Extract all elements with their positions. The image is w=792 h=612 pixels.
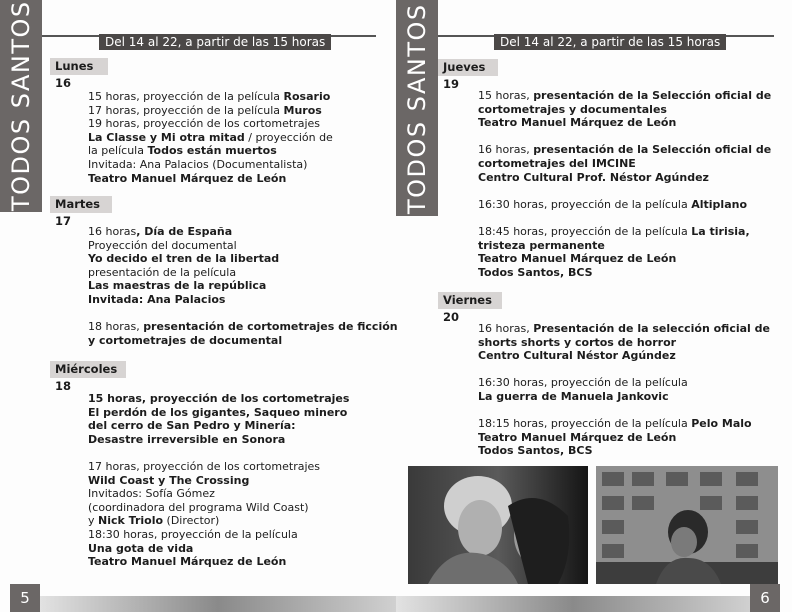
schedule-text: presentación de la película — [88, 265, 237, 279]
schedule-bold-text: cortometrajes y documentales — [478, 102, 667, 116]
vertical-title: TODOS SANTOS — [403, 3, 431, 215]
schedule-line — [478, 143, 771, 157]
page-number: 6 — [750, 584, 780, 612]
schedule-line — [88, 487, 349, 501]
schedule-line — [478, 211, 771, 225]
footer-bar — [396, 596, 750, 612]
day-header-jueves: Jueves 19 — [438, 59, 498, 76]
schedule-line — [88, 104, 333, 118]
schedule-bold-text: , Día de España — [136, 225, 233, 238]
schedule-text: 16:30 horas, proyección de la película — [478, 376, 688, 390]
vertical-title-bar — [0, 0, 42, 212]
vertical-title-bar — [396, 0, 438, 216]
schedule-line — [88, 555, 349, 569]
schedule-text: 17 horas, proyección de la película — [88, 103, 284, 117]
schedule-line — [478, 376, 770, 390]
schedule-bold-text: Teatro Manuel Márquez de León — [478, 252, 677, 266]
schedule-bold-text: Todos Santos, BCS — [478, 444, 593, 458]
schedule-text: la película — [88, 144, 148, 158]
schedule-line — [478, 431, 770, 445]
schedule-bold-text: Altiplano — [691, 197, 748, 211]
schedule-line — [478, 417, 770, 431]
schedule-text: Invitada: Ana Palacios (Documentalista) — [88, 157, 308, 171]
schedule-text: (Director) — [163, 514, 220, 528]
schedule-bold-text: Invitada: Ana Palacios — [88, 292, 226, 306]
schedule-line — [478, 225, 771, 239]
day-header-viernes: Viernes 20 — [438, 292, 502, 309]
film-still-photo-women — [408, 466, 588, 584]
schedule-text: 16 horas, — [478, 322, 534, 335]
schedule-text: 18:30 horas, proyección de la película — [88, 527, 298, 541]
film-still-image — [408, 466, 588, 584]
schedule-line — [88, 158, 333, 172]
schedule-line — [88, 279, 398, 293]
schedule-line — [478, 252, 771, 266]
day-block-miercoles — [88, 392, 349, 569]
schedule-line — [88, 419, 349, 433]
schedule-line — [88, 392, 349, 406]
day-block-jueves — [478, 89, 771, 279]
schedule-text: 18:15 horas, proyección de la película — [478, 417, 692, 431]
schedule-bold-text: La Classe y Mi otra mitad — [88, 130, 245, 144]
schedule-bold-text: Rosario — [283, 90, 331, 103]
schedule-text: 15 horas, proyección de la película — [88, 90, 284, 103]
schedule-line — [478, 198, 771, 212]
schedule-bold-text: presentación de la Selección oficial de — [533, 143, 772, 157]
schedule-bold-text: Muros — [283, 103, 322, 117]
schedule-bold-text: Una gota de vida — [88, 541, 194, 555]
schedule-bold-text: Centro Cultural Néstor Agúndez — [478, 349, 676, 363]
schedule-line — [478, 130, 771, 144]
schedule-line — [478, 157, 771, 171]
schedule-bold-text: Yo decido el tren de la libertad — [88, 252, 280, 266]
schedule-text: y — [88, 514, 99, 528]
schedule-text: 17 horas, proyección de los cortometrajes — [88, 459, 321, 473]
schedule-bold-text: Todos están muertos — [147, 144, 277, 158]
schedule-line — [478, 444, 770, 458]
schedule-line — [478, 404, 770, 418]
day-header-miercoles: Miércoles 18 — [50, 361, 126, 378]
schedule-line — [478, 116, 771, 130]
schedule-bold-text: Todos Santos, BCS — [478, 265, 593, 279]
schedule-bold-text: Teatro Manuel Márquez de León — [478, 116, 677, 130]
schedule-line — [478, 103, 771, 117]
schedule-bold-text: Nick Triolo — [98, 514, 164, 528]
schedule-text: / proyección de — [244, 130, 333, 144]
date-banner: Del 14 al 22, a partir de las 15 horas — [494, 34, 726, 50]
schedule-text: 16 horas, — [478, 143, 534, 157]
schedule-bold-text: Desastre irreversible en Sonora — [88, 432, 286, 446]
schedule-line — [88, 90, 333, 104]
schedule-line — [88, 446, 349, 460]
schedule-line — [88, 542, 349, 556]
schedule-bold-text: Centro Cultural Prof. Néstor Agúndez — [478, 170, 709, 184]
schedule-line — [88, 239, 398, 253]
schedule-line — [88, 528, 349, 542]
schedule-text: Proyección del documental — [88, 238, 237, 252]
vertical-title: TODOS SANTOS — [7, 0, 35, 212]
day-block-viernes — [478, 322, 770, 458]
schedule-line — [88, 266, 398, 280]
film-still-photo-boy — [596, 466, 778, 584]
schedule-line — [88, 225, 398, 239]
schedule-line — [88, 144, 333, 158]
schedule-line — [478, 171, 771, 185]
schedule-text: 18 horas, — [88, 320, 144, 334]
schedule-line — [88, 293, 398, 307]
schedule-bold-text: Presentación de la selección oficial de — [533, 322, 770, 335]
schedule-line — [88, 474, 349, 488]
schedule-line — [88, 433, 349, 447]
schedule-text: Invitados: Sofía Gómez — [88, 487, 215, 501]
schedule-bold-text: cortometrajes del IMCINE — [478, 156, 636, 170]
page-number: 5 — [10, 584, 40, 612]
schedule-line — [88, 252, 398, 266]
schedule-line — [88, 117, 333, 131]
schedule-bold-text: 15 horas, proyección de los cortometrajes — [88, 392, 350, 405]
schedule-text: 16 horas — [88, 225, 137, 238]
schedule-line — [478, 349, 770, 363]
right-page — [396, 0, 792, 612]
schedule-bold-text: Teatro Manuel Márquez de León — [478, 430, 677, 444]
schedule-text: (coordinadora del programa Wild Coast) — [88, 500, 309, 514]
schedule-bold-text: La guerra de Manuela Jankovic — [478, 389, 669, 403]
schedule-bold-text: tristeza permanente — [478, 238, 605, 252]
schedule-bold-text: del cerro de San Pedro y Minería: — [88, 419, 296, 433]
day-header-lunes: Lunes 16 — [50, 58, 108, 75]
schedule-line — [88, 320, 398, 334]
schedule-line — [88, 334, 398, 348]
schedule-bold-text: presentación de la Selección oficial de — [533, 89, 772, 102]
schedule-text: 15 horas, — [478, 89, 534, 102]
film-still-image — [596, 466, 778, 584]
schedule-line — [88, 501, 349, 515]
schedule-line — [478, 89, 771, 103]
day-block-martes — [88, 225, 398, 347]
schedule-line — [88, 460, 349, 474]
schedule-bold-text: La tirisia, — [691, 224, 750, 238]
schedule-text: 19 horas, proyección de los cortometrajes — [88, 117, 321, 131]
schedule-line — [88, 514, 349, 528]
schedule-line — [88, 307, 398, 321]
schedule-text: 16:30 horas, proyección de la película — [478, 197, 692, 211]
schedule-line — [478, 184, 771, 198]
schedule-line — [88, 406, 349, 420]
schedule-bold-text: Teatro Manuel Márquez de León — [88, 171, 287, 185]
schedule-line — [478, 336, 770, 350]
schedule-line — [478, 322, 770, 336]
schedule-line — [478, 239, 771, 253]
schedule-bold-text: y cortometrajes de documental — [88, 333, 283, 347]
day-block-lunes — [88, 90, 333, 185]
schedule-bold-text: Wild Coast y The Crossing — [88, 473, 250, 487]
schedule-line — [478, 266, 771, 280]
date-banner: Del 14 al 22, a partir de las 15 horas — [99, 34, 331, 50]
schedule-line — [478, 390, 770, 404]
schedule-bold-text: Teatro Manuel Márquez de León — [88, 555, 287, 569]
schedule-bold-text: Las maestras de la república — [88, 279, 267, 293]
schedule-line — [478, 363, 770, 377]
schedule-line — [88, 131, 333, 145]
schedule-bold-text: El perdón de los gigantes, Saqueo minero — [88, 405, 348, 419]
schedule-bold-text: Pelo Malo — [691, 417, 752, 431]
schedule-bold-text: shorts shorts y cortos de horror — [478, 335, 677, 349]
day-header-martes: Martes 17 — [50, 196, 112, 213]
footer-bar — [40, 596, 396, 612]
schedule-line — [88, 172, 333, 186]
schedule-bold-text: presentación de cortometrajes de ficción — [143, 320, 398, 334]
schedule-text: 18:45 horas, proyección de la película — [478, 224, 692, 238]
